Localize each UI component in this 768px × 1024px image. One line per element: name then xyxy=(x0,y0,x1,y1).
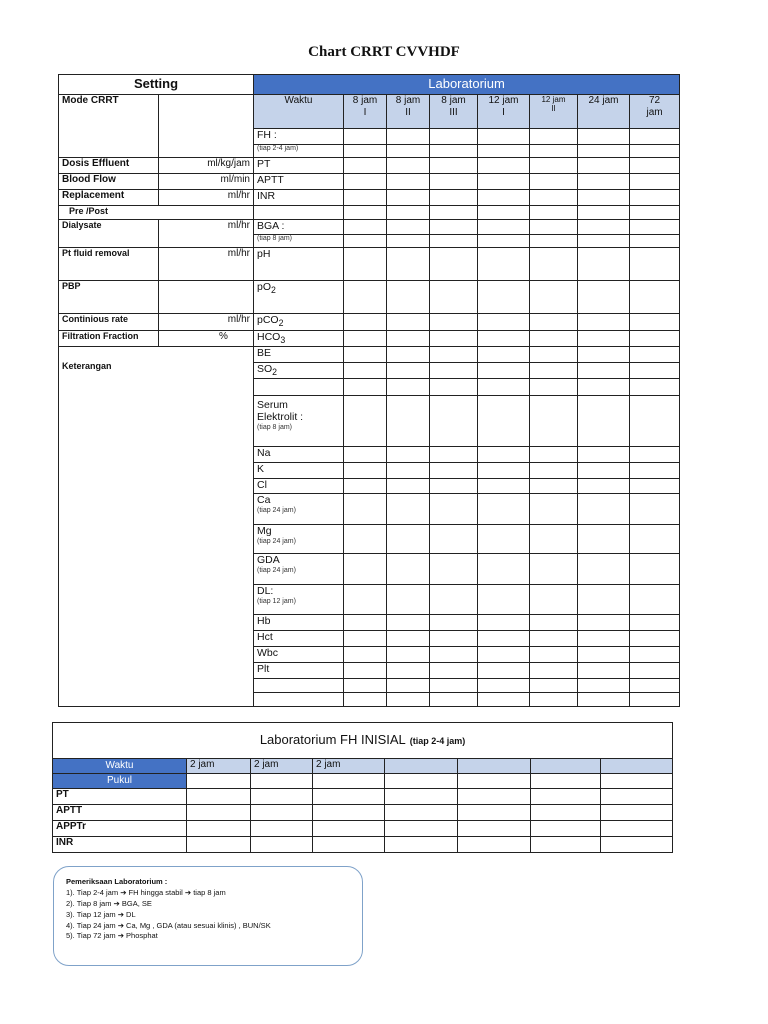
col-8jam-2: 8 jam II xyxy=(387,95,430,129)
fh-row-inr: INR xyxy=(53,837,187,853)
laboratorium-header: Laboratorium xyxy=(254,75,680,95)
dl-label: DL: (tiap 12 jam) xyxy=(254,585,344,615)
col-8jam-1: 8 jam I xyxy=(344,95,387,129)
pt-fluid-removal-label: Pt fluid removal xyxy=(59,248,159,281)
pbp-label: PBP xyxy=(59,281,159,314)
pco2-label: pCO$_2$ xyxy=(254,314,344,331)
notes-line: 1). Tiap 2-4 jam ➔ FH hingga stabil ➔ tiap 8 jam xyxy=(66,887,226,897)
fh-col-2jam-1: 2 jam xyxy=(187,759,251,774)
notes-line: 5). Tiap 72 jam ➔ Phosphat xyxy=(66,931,158,941)
col-24jam: 24 jam xyxy=(578,95,630,129)
be-label: BE xyxy=(254,347,344,363)
continuous-rate-unit: ml/hr xyxy=(159,314,254,331)
replacement-unit: ml/hr xyxy=(159,190,254,206)
document-title: Chart CRRT CVVHDF xyxy=(308,44,460,60)
filtration-fraction-label: Filtration Fraction xyxy=(59,331,159,347)
fh-inisial-table xyxy=(52,722,673,853)
pt-fluid-removal-unit: ml/hr xyxy=(159,248,254,281)
blood-flow-unit: ml/min xyxy=(159,174,254,190)
hb-label: Hb xyxy=(254,615,344,631)
dialysate-unit: ml/hr xyxy=(159,220,254,248)
fh-waktu-header: Waktu xyxy=(53,759,187,774)
notes-line: 3). Tiap 12 jam ➔ DL xyxy=(66,909,136,919)
serum-elektrolit-label: Serum Elektrolit : (tiap 8 jam) xyxy=(254,396,344,447)
col-8jam-3: 8 jam III xyxy=(430,95,478,129)
fh-col-2jam-3: 2 jam xyxy=(313,759,385,774)
notes-title: Pemeriksaan Laboratorium : xyxy=(66,877,168,886)
setting-header: Setting xyxy=(59,75,254,95)
fh-inisial-title: Laboratorium FH INISIAL (tiap 2-4 jam) xyxy=(53,723,673,759)
gda-label: GDA (tiap 24 jam) xyxy=(254,554,344,585)
plt-label: Plt xyxy=(254,663,344,679)
wbc-label: Wbc xyxy=(254,647,344,663)
cl-label: Cl xyxy=(254,479,344,494)
pbp-value[interactable] xyxy=(159,281,254,314)
col-72jam: 72 jam xyxy=(630,95,680,129)
continuous-rate-label: Continious rate xyxy=(59,314,159,331)
fh-pukul-header: Pukul xyxy=(53,774,187,789)
col-12jam-2: 12 jam II xyxy=(530,95,578,129)
k-label: K xyxy=(254,463,344,479)
keterangan-label: Keterangan xyxy=(59,347,254,707)
dosis-effluent-label: Dosis Effluent xyxy=(59,158,159,174)
dosis-effluent-unit: ml/kg/jam xyxy=(159,158,254,174)
hct-label: Hct xyxy=(254,631,344,647)
dialysate-label: Dialysate xyxy=(59,220,159,248)
filtration-fraction-unit: % xyxy=(159,331,254,347)
fh-row-aptt: APTT xyxy=(53,805,187,821)
inr-label: INR xyxy=(254,190,344,206)
fh-frequency: (tiap 2-4 jam) xyxy=(254,145,344,158)
ca-label: Ca (tiap 24 jam) xyxy=(254,494,344,525)
bga-frequency: (tiap 8 jam) xyxy=(254,235,344,248)
pt-label: PT xyxy=(254,158,344,174)
col-12jam-1: 12 jam I xyxy=(478,95,530,129)
blood-flow-label: Blood Flow xyxy=(59,174,159,190)
na-label: Na xyxy=(254,447,344,463)
fh-row-apptr: APPTr xyxy=(53,821,187,837)
po2-label: $pO_2$ xyxy=(254,281,344,314)
notes-line: 2). Tiap 8 jam ➔ BGA, SE xyxy=(66,898,152,908)
so2-label: $SO_2$ xyxy=(254,363,344,379)
ph-label: pH xyxy=(254,248,344,281)
fh-col-2jam-2: 2 jam xyxy=(251,759,313,774)
mg-label: Mg (tiap 24 jam) xyxy=(254,525,344,554)
lab-schedule-notes xyxy=(53,866,363,966)
replacement-label: Replacement xyxy=(59,190,159,206)
notes-line: 4). Tiap 24 jam ➔ Ca, Mg , GDA (atau sesuai klinis) , BUN/SK xyxy=(66,920,271,930)
aptt-label: APTT xyxy=(254,174,344,190)
pre-post-label: Pre /Post xyxy=(59,206,254,220)
crrt-main-table xyxy=(58,74,680,707)
fh-row-pt: PT xyxy=(53,789,187,805)
waktu-header: Waktu xyxy=(254,95,344,129)
bga-label: BGA : xyxy=(254,220,344,235)
fh-label: FH : xyxy=(254,129,344,145)
mode-crrt-value[interactable] xyxy=(159,95,254,158)
mode-crrt-label: Mode CRRT xyxy=(59,95,159,158)
hco3-label: $HCO_3$ xyxy=(254,331,344,347)
